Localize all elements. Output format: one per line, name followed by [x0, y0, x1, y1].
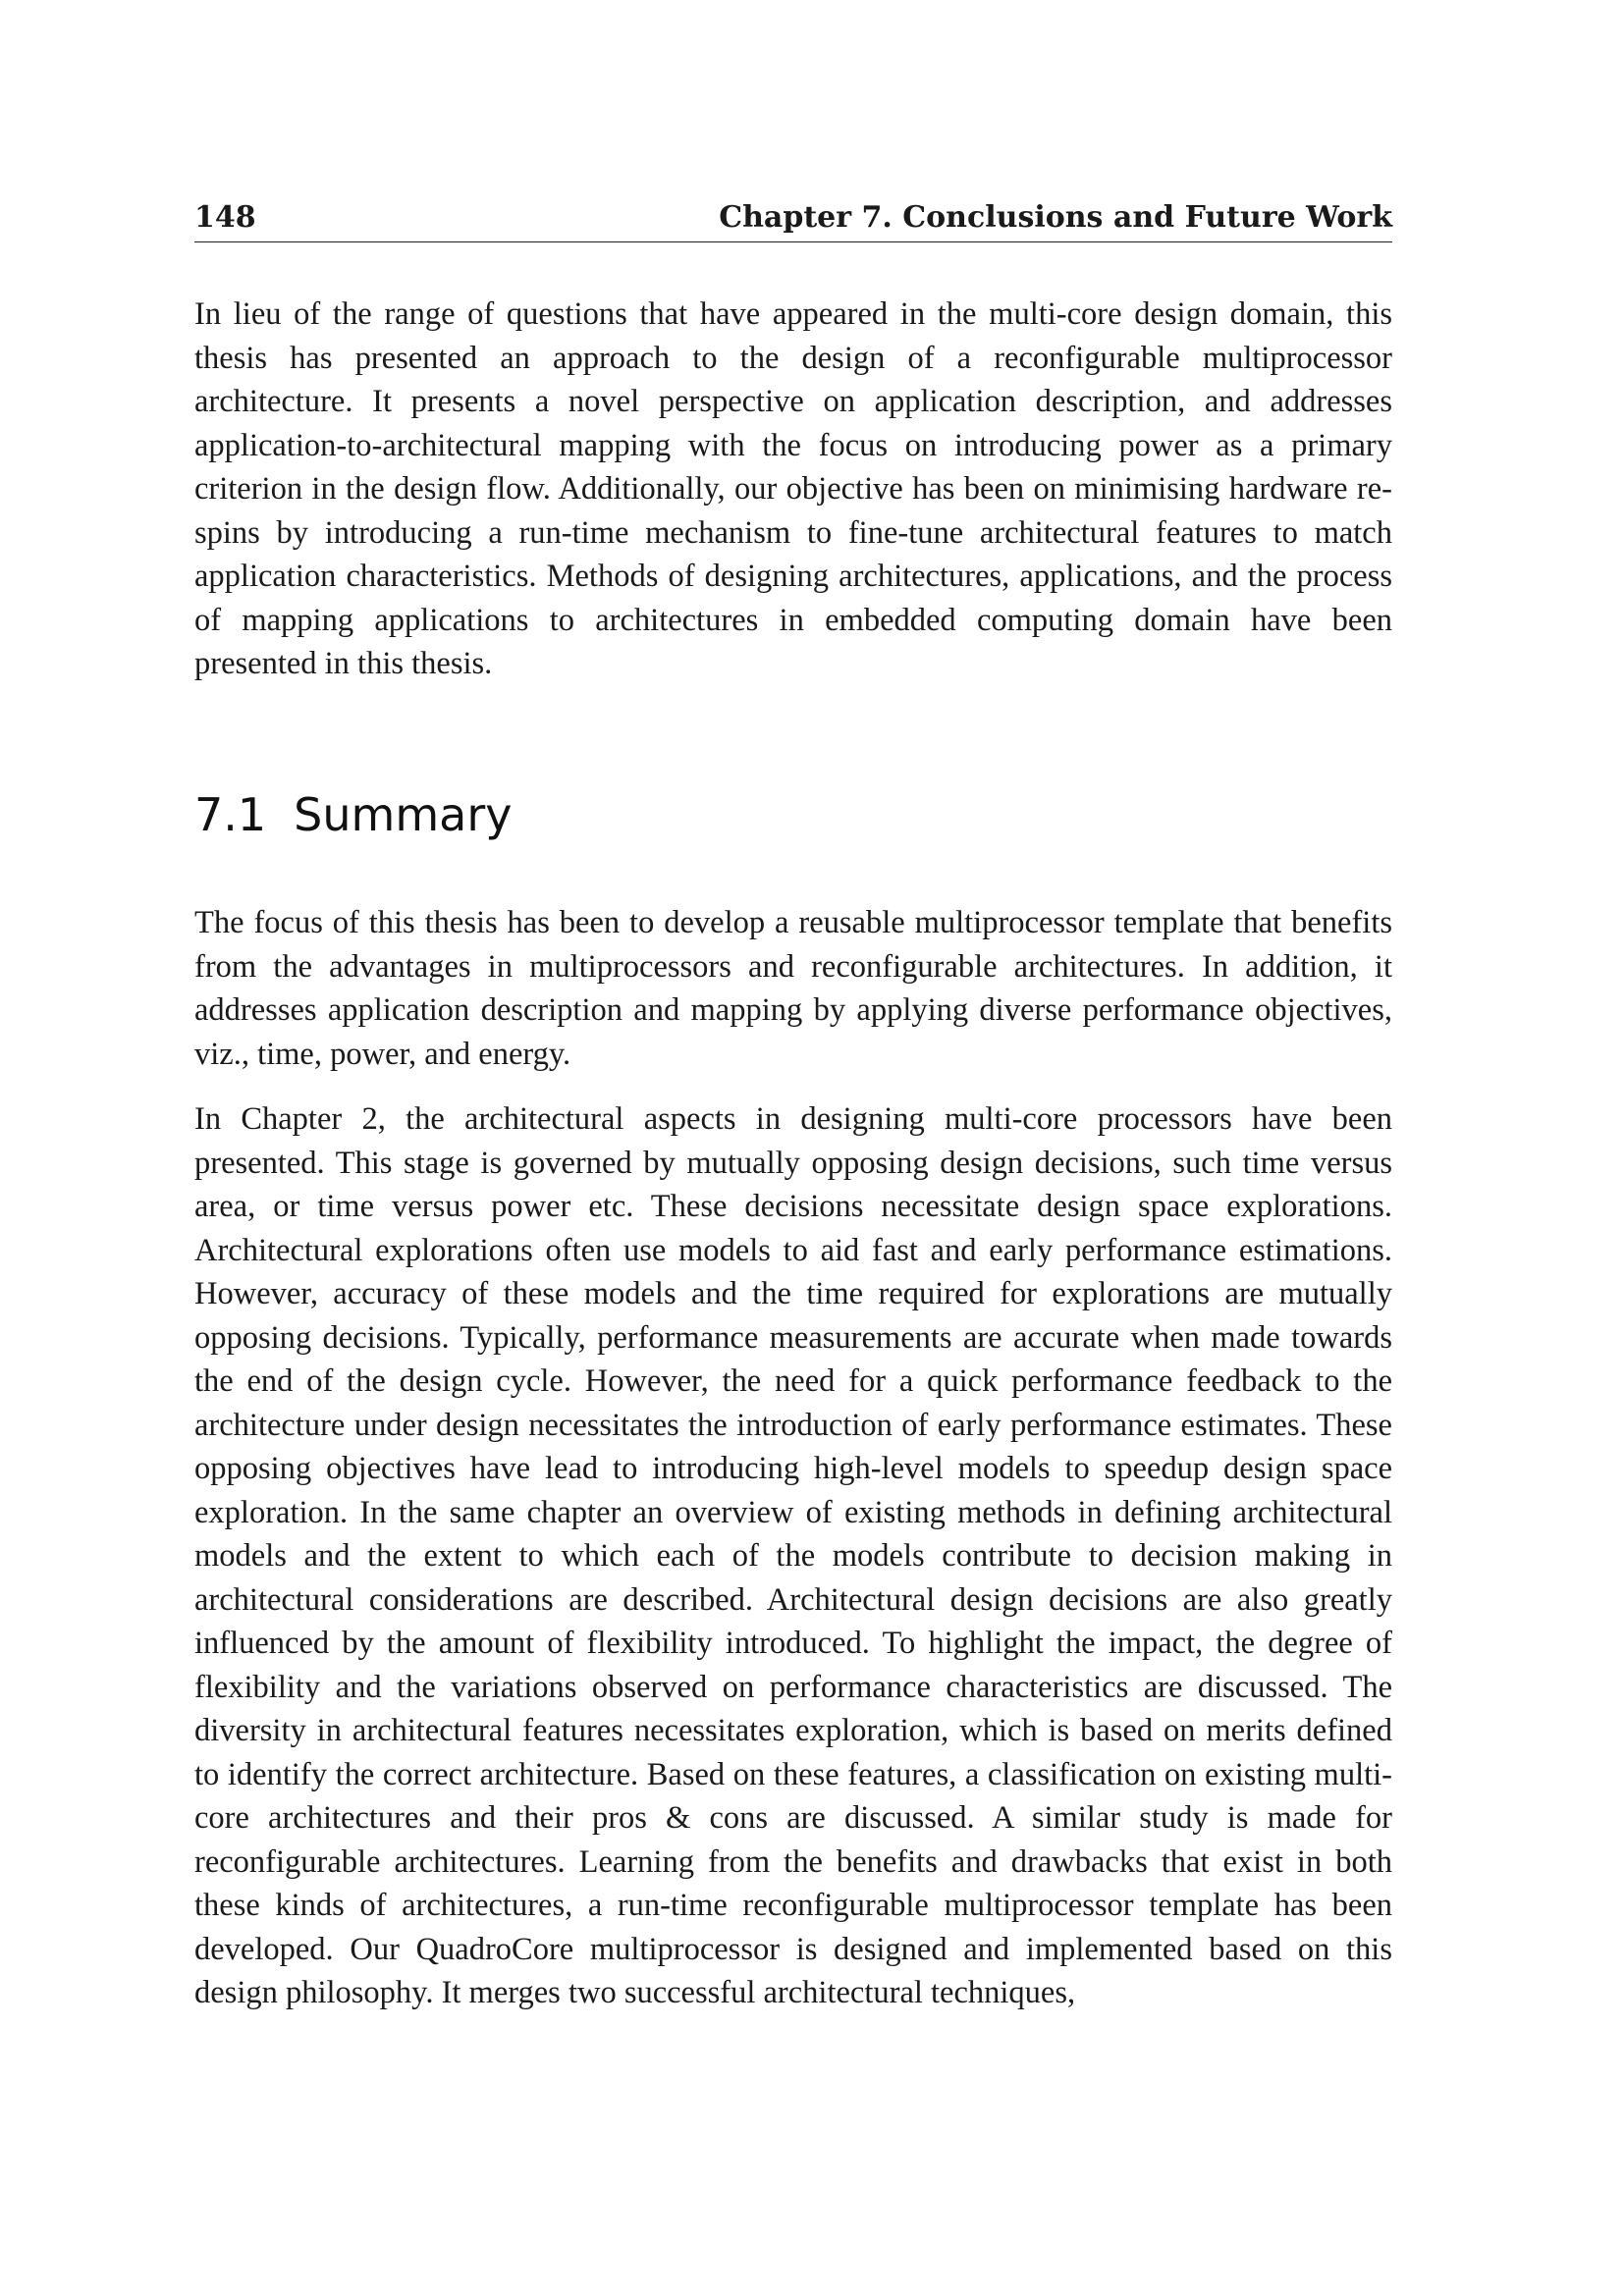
- summary-paragraph-2: In Chapter 2, the architectural aspects in designing multi-core processors have been presented. This stage is governed by mutually opposing design decisions, such time versus area, or time versus power etc. These decisions necessitate design space explorations. Architectural explorations often use models to aid fast and early performance estimations. However, accuracy of these models and the time required for explorations are mutually opposing decisions. Typically, performance measurements are accurate when made towards the end of the design cycle. However, the need for a quick performance feedback to the architecture under design necessitates the introduction of early performance estimates. These opposing objectives have lead to introducing high-level models to speedup design space exploration. In the same chapter an overview of existing methods in defining architectural models and the extent to which each of the models contribute to decision making in architectural considerations are described. Architectural design decisions are also greatly influenced by the amount of flexibility introduced. To highlight the impact, the degree of flexibility and the variations observed on performance characteristics are discussed. The diversity in architectural features necessitates exploration, which is based on merits defined to identify the correct architecture. Based on these features, a classification on existing multi-core architectures and their pros & cons are discussed. A similar study is made for reconfigurable architectures. Learning from the benefits and drawbacks that exist in both these kinds of architectures, a run-time reconfigurable multiprocessor template has been developed. Our QuadroCore multiprocessor is designed and implemented based on this design philosophy. It merges two successful architectural techniques,: [194, 1101, 1392, 2010]
- chapter-title: Chapter 7. Conclusions and Future Work: [719, 200, 1392, 235]
- summary-paragraph-1: The focus of this thesis has been to develop a reusable multiprocessor template that benefits from the advantages in multiprocessors and reconfigurable architectures. In addition, it addresses application description and mapping by applying diverse performance objectives, viz., time, power, and energy.: [194, 905, 1392, 1072]
- section-heading: [194, 785, 512, 844]
- section-title: Summary: [294, 788, 513, 841]
- intro-paragraph: In lieu of the range of questions that have appeared in the multi-core design domain, this thesis has presented an approach to the design of a reconfigurable multiprocessor architecture. It presents a novel perspective on application description, and addresses application-to-architectural mapping with the focus on introducing power as a primary criterion in the design flow. Additionally, our objective has been on minimising hardware re-spins by introducing a run-time mechanism to fine-tune architectural features to match application characteristics. Methods of designing architectures, applications, and the process of mapping applications to architectures in embedded computing domain have been presented in this thesis.: [194, 296, 1392, 681]
- page-number: 148: [194, 200, 256, 235]
- section-number: 7.1: [194, 788, 267, 841]
- running-header: [194, 194, 1392, 242]
